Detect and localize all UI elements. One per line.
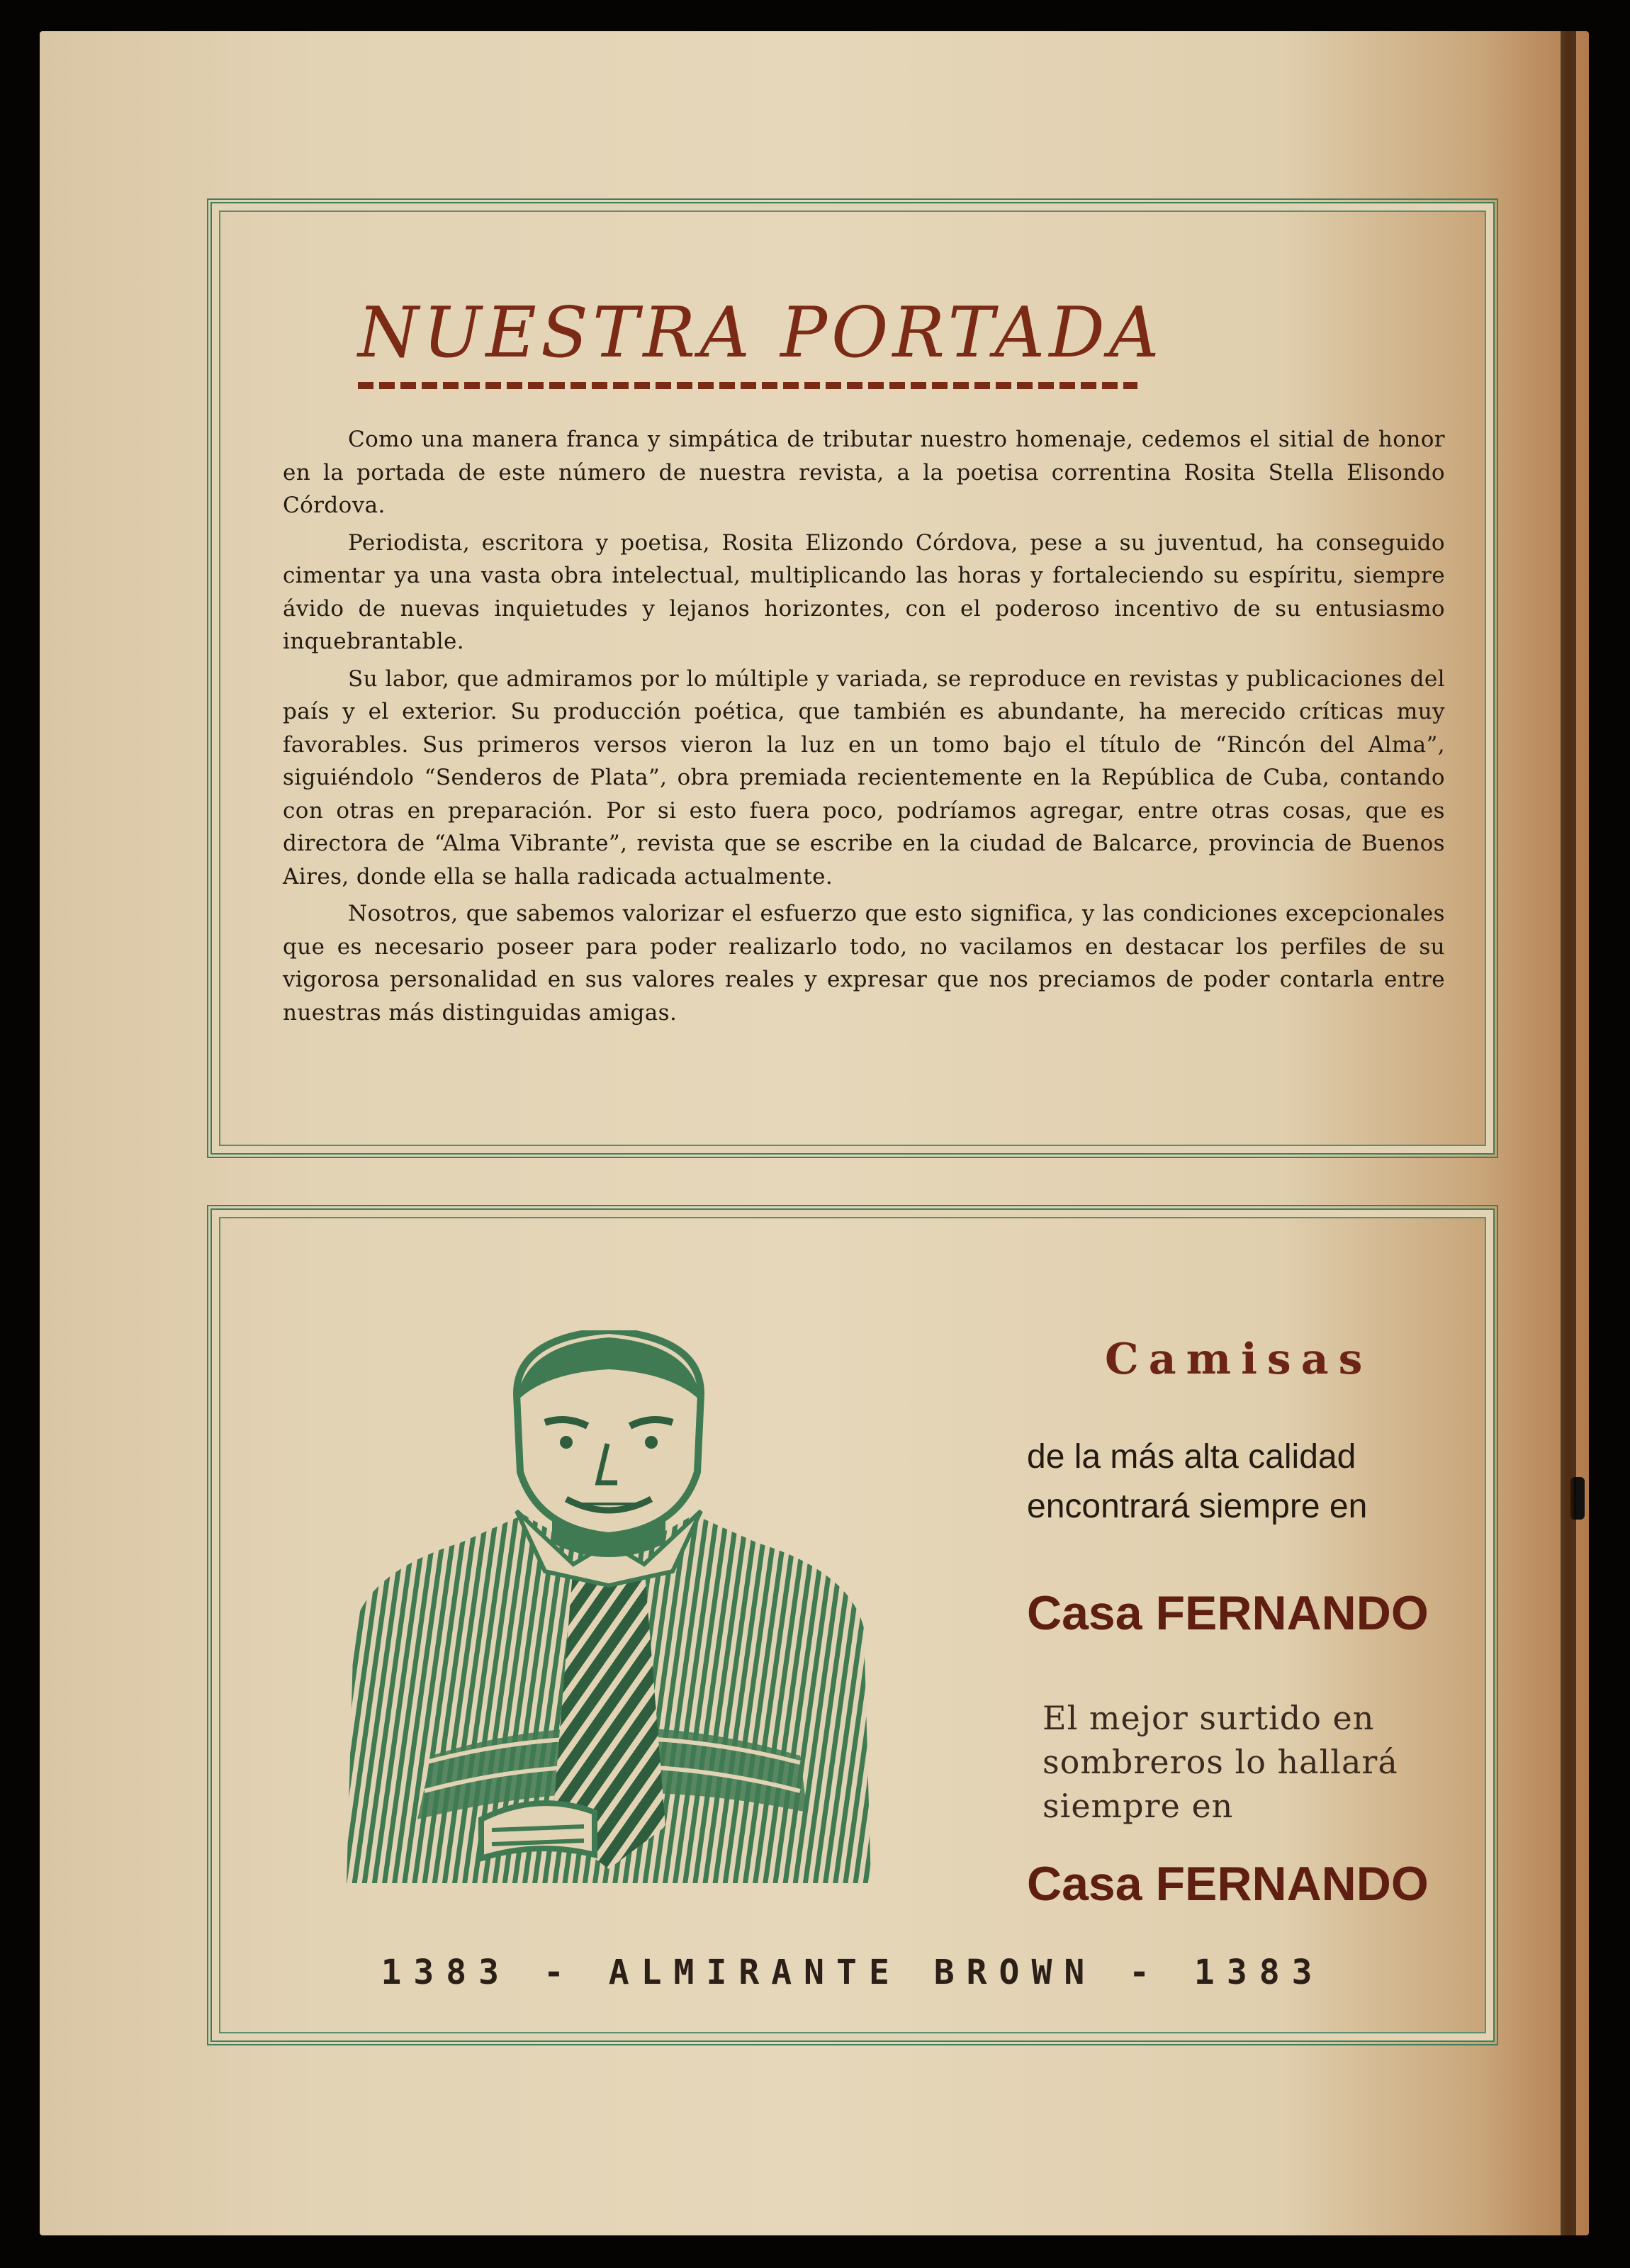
article-paragraph: Como una manera franca y simpática de tributar nuestro homenaje, cedemos el sitial de honor en la portada de este número de nuestra revista, a la poetisa correntina Rosita Stella Elisondo Córdova.	[283, 427, 1445, 518]
article-paragraph: Su labor, que admiramos por lo múltiple y variada, se reproduce en revistas y publicaciones del país y el exterior. Su producción poética, que también es abundante, ha merecido críticas muy favorables. Sus primeros versos vieron la luz en un tomo bajo el título de “Rincón del Alma”, siguiéndolo “Senderos de Plata”, obra premiada recientemente en la República de Cuba, contando con otras en preparación. Por si esto fuera poco, podríamos agregar, entre otras cosas, que es directora de “Alma Vibrante”, revista que se escribe en la ciudad de Balcarce, provincia de Buenos Aires, donde ella se halla radicada actualmente.	[283, 666, 1445, 889]
store-address: 1383 - ALMIRANTE BROWN - 1383	[381, 1953, 1325, 1992]
article-paragraph: Periodista, escritora y poetisa, Rosita Elizondo Córdova, pese a su juventud, ha conseguido cimentar ya una vasta obra intelectual, multiplicando las horas y fortaleciendo su espíritu, siempre ávido de nuevas inquietudes y lejanos horizontes, con el poderoso incentivo de su entusiasmo inquebrantable.	[283, 529, 1445, 654]
store-name: Casa FERNANDO	[1027, 1857, 1429, 1911]
ad-tagline: de la más alta calidad encontrará siempre en	[1027, 1438, 1368, 1525]
store-name: Casa FERNANDO	[1027, 1586, 1429, 1640]
edge-mark	[1570, 1477, 1585, 1520]
ad-headline: Camisas	[1105, 1335, 1373, 1384]
article-paragraph: Nosotros, que sabemos valorizar el esfuerzo que esto significa, y las condiciones excepcionales que es necesario poseer para poder realizarlo todo, no vacilamos en destacar los perfiles de su vigorosa personalidad en sus valores reales y expresar que nos preciamos de poder contarla entre nuestras más distinguidas amigas.	[283, 901, 1445, 1026]
casa-fernando-advertisement	[207, 1205, 1498, 2045]
section-title: NUESTRA PORTADA	[358, 293, 1164, 374]
magazine-page	[40, 31, 1589, 2235]
man-in-shirt-illustration	[339, 1330, 878, 1894]
article-body	[283, 423, 1445, 1033]
nuestra-portada-section	[207, 198, 1498, 1158]
title-underline	[358, 382, 1137, 389]
sombreros-text: El mejor surtido en sombreros lo hallará siempre en	[1042, 1699, 1398, 1825]
